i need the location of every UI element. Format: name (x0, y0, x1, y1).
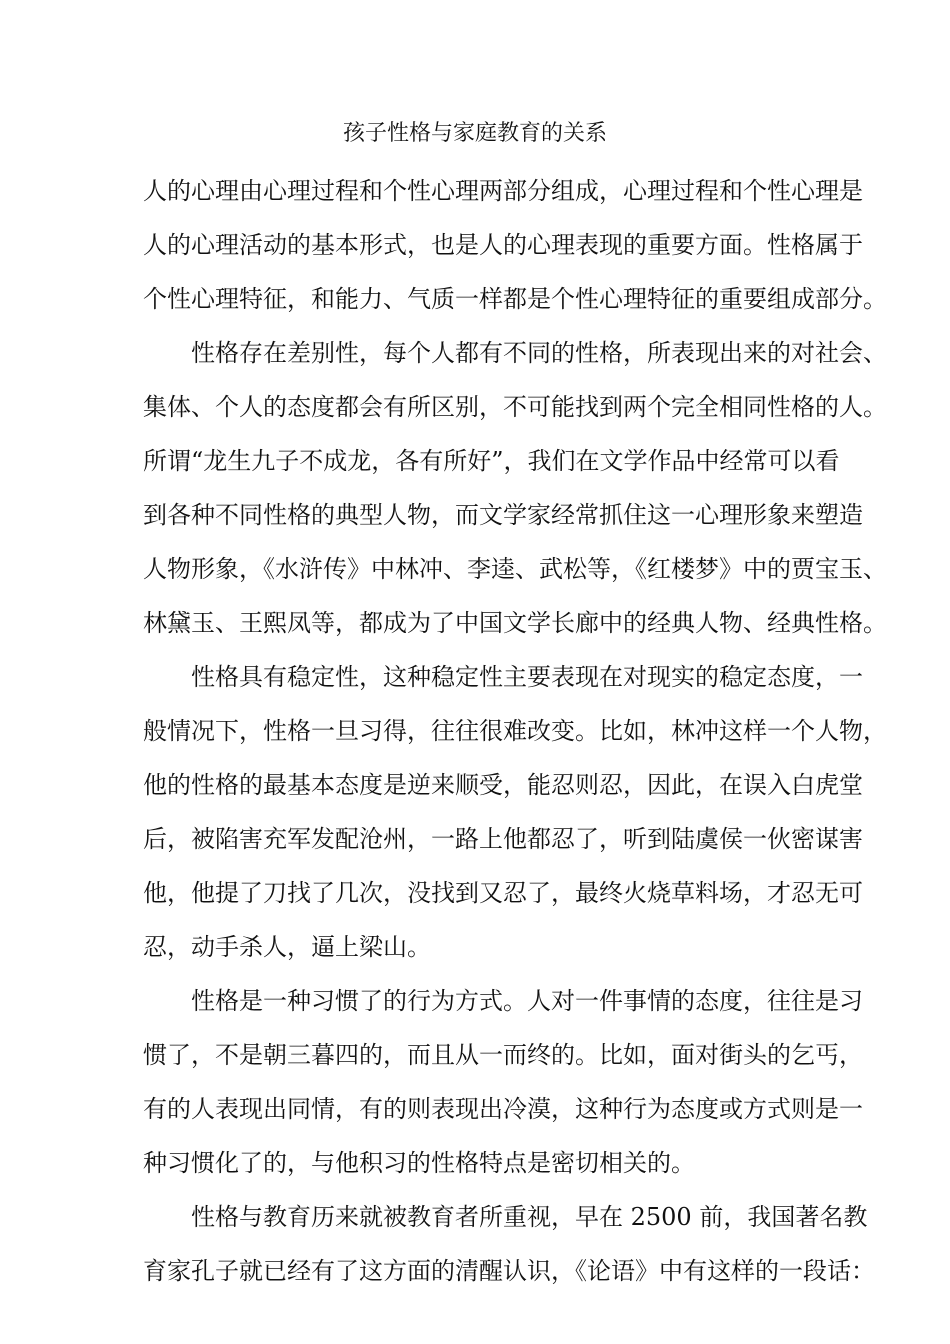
body-line: 育家孔子就已经有了这方面的清醒认识，《论语》中有这样的一段话： (143, 1257, 875, 1285)
body-line: 集体、个人的态度都会有所区别，不可能找到两个完全相同性格的人。 (143, 393, 887, 421)
body-line: 忍，动手杀人，逼上梁山。 (143, 933, 431, 961)
body-line: 所谓“龙生九子不成龙，各有所好”，我们在文学作品中经常可以看 (143, 447, 840, 475)
body-line: 人的心理由心理过程和个性心理两部分组成，心理过程和个性心理是 (143, 177, 863, 205)
body-line: 林黛玉、王熙凤等，都成为了中国文学长廊中的经典人物、经典性格。 (143, 609, 887, 637)
body-line: 惯了，不是朝三暮四的，而且从一而终的。比如，面对街头的乞丐， (143, 1041, 863, 1069)
body-line: 个性心理特征，和能力、气质一样都是个性心理特征的重要组成部分。 (143, 285, 887, 313)
body-line: 性格与教育历来就被教育者所重视，早在 2500 前，我国著名教 (191, 1203, 868, 1231)
body-line: 性格具有稳定性，这种稳定性主要表现在对现实的稳定态度，一 (191, 663, 863, 691)
body-line: 人物形象，《水浒传》中林冲、李逵、武松等，《红楼梦》中的贾宝玉、 (143, 555, 887, 583)
body-line: 后，被陷害充军发配沧州，一路上他都忍了，听到陆虞侯一伙密谋害 (143, 825, 863, 853)
body-line: 人的心理活动的基本形式，也是人的心理表现的重要方面。性格属于 (143, 231, 863, 259)
document-body (143, 164, 887, 1298)
body-line: 性格存在差别性，每个人都有不同的性格，所表现出来的对社会、 (191, 339, 887, 367)
body-line: 般情况下，性格一旦习得，往往很难改变。比如，林冲这样一个人物， (143, 717, 887, 745)
document-title: 孩子性格与家庭教育的关系 (342, 121, 607, 146)
body-line: 他的性格的最基本态度是逆来顺受，能忍则忍，因此，在误入白虎堂 (143, 771, 863, 799)
body-line: 他，他提了刀找了几次，没找到又忍了，最终火烧草料场，才忍无可 (143, 879, 863, 907)
body-line: 种习惯化了的，与他积习的性格特点是密切相关的。 (143, 1149, 695, 1177)
body-line: 有的人表现出同情，有的则表现出冷漠，这种行为态度或方式则是一 (143, 1095, 863, 1123)
body-line: 性格是一种习惯了的行为方式。人对一件事情的态度，往往是习 (191, 987, 863, 1015)
body-line: 到各种不同性格的典型人物，而文学家经常抓住这一心理形象来塑造 (143, 501, 863, 529)
